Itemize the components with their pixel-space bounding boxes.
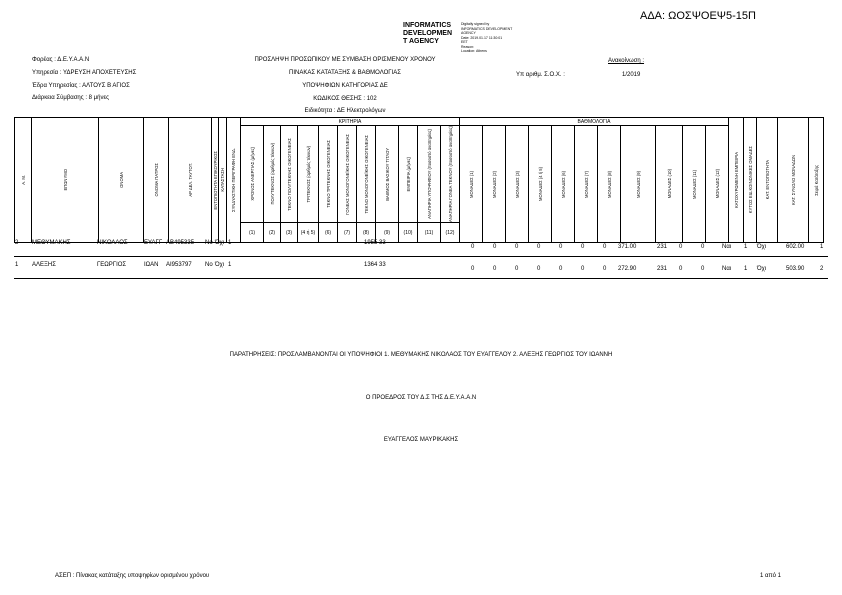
footer-left: ΑΣΕΠ : Πίνακας κατάταξης υποψηφίων ορισμένου χρόνου bbox=[55, 573, 210, 579]
ada-code: ΑΔΑ: ΩΟΣΨΟΕΨ5-15Π bbox=[640, 10, 756, 22]
eidikotita: Ειδικότητα : ΔΕ Ηλεκτρολόγων bbox=[304, 108, 386, 114]
row-divider bbox=[14, 256, 828, 257]
kodikos-thesis: ΚΩΔΙΚΟΣ ΘΕΣΗΣ : 102 bbox=[313, 96, 377, 102]
vathmologia-header: ΒΑΘΜΟΛΟΓΙΑ bbox=[460, 118, 729, 126]
agency-logo: INFORMATICS DEVELOPMEN T AGENCY bbox=[403, 22, 453, 45]
anakoinosi-label: Ανακοίνωση : bbox=[608, 58, 645, 64]
row-divider bbox=[14, 278, 828, 279]
sox-value: 1/2019 bbox=[622, 72, 641, 78]
kritiria-header: ΚΡΙΤΗΡΙΑ bbox=[241, 118, 460, 126]
edra: Έδρα Υπηρεσίας : ΑΛΤΟΥΣ Β ΑΓΙΟΣ bbox=[32, 83, 130, 89]
ranking-table: Α. Μ. ΕΠΩΝΥΜΟ ΟΝΟΜΑ ΟΝΟΜΑ ΠΑΤΡΟΣ ΑΡ ΔΕΛ. ΤΑΥΤΟΤ. ΕΝΤΟΠΙΟΤΗΤΑ ΕΠΙΚΟΥΡΙΚΟΣ ΚΑΤΑΣΤΑΣΗ ΣΥΝΔΥΑΣΤΙΚΗ ΠΕΡΙΓΡΑΦΗ ΕΝΔ. ΚΡΙΤΗΡΙΑ ΒΑΘΜΟΛΟΓΙΑ ΚΑΤΟΧΥΡΩΜΕΝΗ ΕΜΠΕΙΡΙΑ ΚΥΤΟΣ ΕΙΔ ΚΟΙΝΩΝΙΚΕΣ ΟΜΑΔΕΣ ΚΑΤ. ΕΝΤΟΠΙΟΤΗΤΑ ΚΑΤ. ΣΥΝΟΛΟ ΜΟΝΑΔΩΝ Σειρά Κατάταξης ΧΡΟΝΟΣ ΑΝΕΡΓΙΑΣ (μήνες) ΠΟΛΥΤΕΚΝΟΣ (αριθμός τέκνων) ΤΕΚΝΟ ΠΟΛΥΤΕΚΝΗΣ ΟΙΚΟΓΕΝΕΙΑΣ ΤΡΙΤΕΚΝΟΣ (αριθμός τέκνων) ΤΕΚΝΟ ΤΡΙΤΕΚΝΗΣ ΟΙΚΟΓΕΝΕΙΑΣ ΓΟΝΕΑΣ ΜΟΝΟΓΟΝΕΪΚΗΣ ΟΙΚΟΓΕΝΕΙΑΣ ΤΕΚΝΟ ΜΟΝΟΓΟΝΕΪΚΗΣ ΟΙΚΟΓΕΝΕΙΑΣ ΒΑΘΜΟΣ ΒΑΣΙΚΟΥ ΤΙΤΛΟΥ ΕΜΠΕΙΡΙΑ (μήνες) ΑΝΑΠΗΡΙΑ ΥΠΟΨΗΦΙΟΥ (ποσοστό αναπηρίας) ΑΝΑΠΗΡΙΑ ΓΟΝΕΑ ΤΕΚΝΟΥ (ποσοστό αναπηρίας) ΜΟΝΑΔΕΣ (1) ΜΟΝΑΔΕΣ (2) ΜΟΝΑΔΕΣ (3) ΜΟΝΑΔΕΣ (4 ή 5) ΜΟΝΑΔΕΣ (6) ΜΟΝΑΔΕΣ (7) ΜΟΝΑΔΕΣ (8) ΜΟΝΑΔΕΣ (9) ΜΟΝΑΔΕΣ (10) ΜΟΝΑΔΕΣ (11) ΜΟΝΑΔΕΣ (12) (1) (2) (3) (4 ή 5) (6) (7) (8) (9) (10) (11) (12) bbox=[14, 117, 824, 243]
proedros-name: ΕΥΑΓΓΕΛΟΣ ΜΑΥΡΙΚΑΚΗΣ bbox=[383, 437, 459, 443]
title-line-2: ΠΙΝΑΚΑΣ ΚΑΤΑΤΑΞΗΣ & ΒΑΘΜΟΛΟΓΙΑΣ bbox=[289, 70, 401, 76]
title-line-3: ΥΠΟΨΗΦΙΩΝ ΚΑΤΗΓΟΡΙΑΣ ΔΕ bbox=[302, 83, 388, 89]
foreas: Φορέας : Δ.Ε.Υ.Α.Α.Ν bbox=[32, 57, 90, 63]
digital-signature: Digitally signed by INFORMATICS DEVELOPMENT AGENCY Date: 2019.01.17 11:30:01 EET Reason: Location: Athens bbox=[461, 22, 513, 53]
sox-label: Υπ αριθμ. Σ.Ο.Χ. : bbox=[516, 72, 565, 78]
ypiresia: Υπηρεσία : ΥΔΡΕΥΣΗ ΑΠΟΧΕΤΕΥΣΗΣ bbox=[32, 70, 137, 76]
page-number: 1 από 1 bbox=[760, 573, 781, 579]
paratiriseis: ΠΑΡΑΤΗΡΗΣΕΙΣ: ΠΡΟΣΛΑΜΒΑΝΟΝΤΑΙ ΟΙ ΥΠΟΨΗΦΙΟΙ 1. ΜΕΘΥΜΑΚΗΣ ΝΙΚΟΛΑΟΣ ΤΟΥ ΕΥΑΓΓΕΛΟΥ 2. ΑΛΕΞΗΣ ΓΕΩΡΓΙΟΣ ΤΟΥ ΙΩΑΝΝΗ bbox=[229, 352, 613, 358]
diarkeia: Διάρκεια Σύμβασης : 8 μήνες bbox=[32, 95, 110, 101]
title-line-1: ΠΡΟΣΛΗΨΗ ΠΡΟΣΩΠΙΚΟΥ ΜΕ ΣΥΜΒΑΣΗ ΟΡΙΣΜΕΝΟΥ ΧΡΟΝΟΥ bbox=[254, 57, 436, 63]
table-row: 2 ΜΕΘΥΜΑΚΗΣ ΝΙΚΟΛΑΟΣ ΕΥΑΓΓ ΑΒ495335 Νο Όχι 1 1955 33 0 0 0 0 0 0 0 371.00 231 0 0 Ναι 1 Όχι 602.00 1 bbox=[15, 240, 824, 250]
proedros-title: Ο ΠΡΟΕΔΡΟΣ ΤΟΥ Δ.Σ ΤΗΣ Δ.Ε.Υ.Α.Α.Ν bbox=[365, 395, 477, 401]
table-row: 1 ΑΛΕΞΗΣ ΓΕΩΡΓΙΟΣ ΙΩΑΝ ΑΙ953797 Νο Όχι 1 1364 33 0 0 0 0 0 0 0 272.90 231 0 0 Ναι 1 Όχι 503.90 2 bbox=[15, 262, 824, 272]
